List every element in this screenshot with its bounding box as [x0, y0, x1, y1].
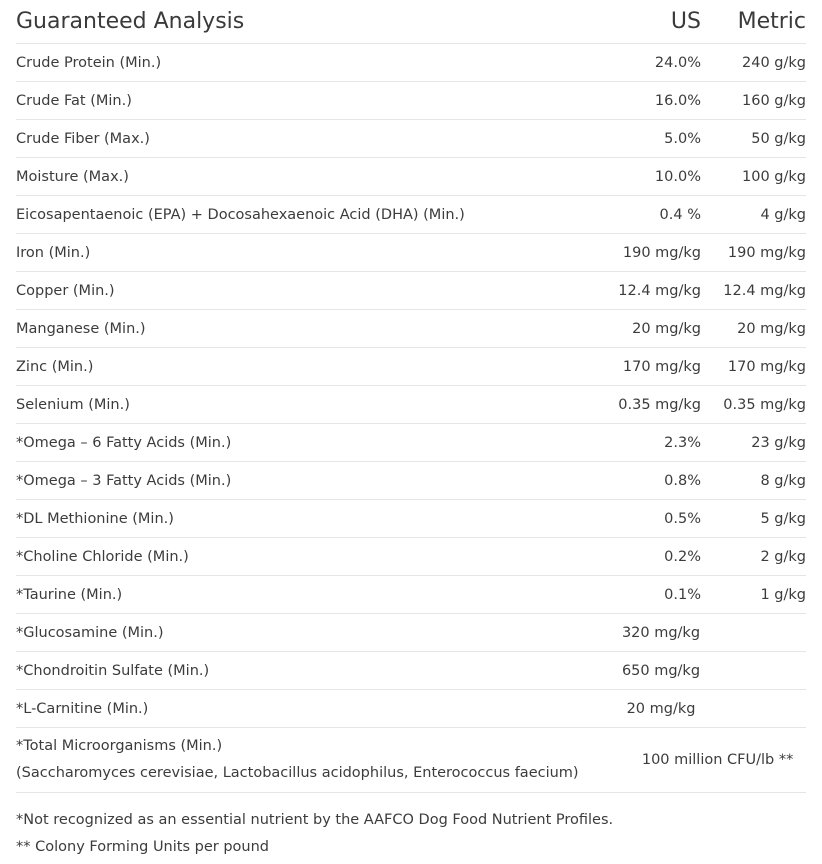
row-label-line1: *Total Microorganisms (Min.) [16, 738, 223, 754]
table-row-microorganisms [16, 728, 806, 793]
row-value-metric: 100 g/kg [742, 168, 806, 185]
row-value-metric: 5 g/kg [760, 510, 806, 527]
table-header [16, 0, 806, 44]
table-row [16, 652, 806, 690]
row-label: Iron (Min.) [16, 244, 91, 261]
footnote-cfu: ** Colony Forming Units per pound [16, 839, 269, 855]
row-value-us: 190 mg/kg [622, 244, 701, 261]
row-value-metric: 50 g/kg [751, 130, 806, 147]
row-value-metric: 2 g/kg [760, 548, 806, 565]
row-label: Eicosapentaenoic (EPA) + Docosahexaenoic Acid (DHA) (Min.) [16, 206, 465, 223]
table-row [16, 576, 806, 614]
row-value-metric: 0.35 mg/kg [723, 396, 806, 413]
row-value-us: 16.0% [654, 92, 701, 109]
row-label: *Chondroitin Sulfate (Min.) [16, 662, 210, 679]
row-value-cell [516, 701, 806, 717]
row-value-us: 0.2% [664, 548, 701, 565]
row-label: Crude Protein (Min.) [16, 54, 162, 71]
table-row [16, 424, 806, 462]
row-value-metric: 160 g/kg [742, 92, 806, 109]
row-value-us: 0.5% [664, 510, 701, 527]
row-value-cell [579, 752, 822, 768]
row-value-metric: 4 g/kg [760, 206, 806, 223]
row-value-us: 5.0% [664, 130, 701, 147]
table-row [16, 500, 806, 538]
row-label: *Choline Chloride (Min.) [16, 548, 189, 565]
row-value: 100 million CFU/lb ** [641, 752, 794, 768]
row-label: *Taurine (Min.) [16, 586, 123, 603]
row-value-cell [516, 625, 806, 641]
footnotes [16, 807, 806, 861]
table-row [16, 82, 806, 120]
row-label: *DL Methionine (Min.) [16, 510, 174, 527]
table-row [16, 690, 806, 728]
row-label: *L-Carnitine (Min.) [16, 700, 149, 717]
column-header-us: US [670, 9, 701, 34]
row-label: *Omega – 6 Fatty Acids (Min.) [16, 434, 232, 451]
table-row [16, 120, 806, 158]
row-value: 20 mg/kg [626, 700, 696, 717]
row-value-us: 20 mg/kg [632, 320, 701, 337]
table-title: Guaranteed Analysis [16, 9, 245, 34]
table-row [16, 196, 806, 234]
row-label: Copper (Min.) [16, 282, 115, 299]
row-label: Crude Fiber (Max.) [16, 130, 150, 147]
row-label: Crude Fat (Min.) [16, 92, 132, 109]
table-row [16, 44, 806, 82]
row-label-line2: (Saccharomyces cerevisiae, Lactobacillus acidophilus, Enterococcus faecium) [16, 765, 579, 781]
row-label [16, 733, 579, 787]
row-value-us: 10.0% [654, 168, 701, 185]
row-value-us: 2.3% [664, 434, 701, 451]
table-row [16, 234, 806, 272]
row-value-us: 12.4 mg/kg [618, 282, 701, 299]
row-value-us: 0.1% [664, 586, 701, 603]
row-value-metric: 1 g/kg [760, 586, 806, 603]
table-body [16, 44, 806, 728]
table-row [16, 614, 806, 652]
row-value-us: 170 mg/kg [622, 358, 701, 375]
row-value-us: 24.0% [654, 54, 701, 71]
row-value-us: 0.35 mg/kg [618, 396, 701, 413]
row-label: Moisture (Max.) [16, 168, 129, 185]
row-value-us: 0.8% [664, 472, 701, 489]
row-value-metric: 12.4 mg/kg [723, 282, 806, 299]
row-label: Selenium (Min.) [16, 396, 130, 413]
row-value: 320 mg/kg [621, 624, 701, 641]
row-value-metric: 23 g/kg [751, 434, 806, 451]
table-row [16, 386, 806, 424]
table-row [16, 348, 806, 386]
row-value-metric: 240 g/kg [742, 54, 806, 71]
row-value-metric: 170 mg/kg [727, 358, 806, 375]
table-row [16, 272, 806, 310]
row-label: Zinc (Min.) [16, 358, 94, 375]
row-value-us: 0.4 % [659, 206, 701, 223]
guaranteed-analysis-table [16, 0, 806, 861]
row-value-metric: 190 mg/kg [727, 244, 806, 261]
footnote-aafco: *Not recognized as an essential nutrient by the AAFCO Dog Food Nutrient Profiles. [16, 812, 614, 828]
column-header-metric: Metric [737, 9, 806, 34]
table-row [16, 538, 806, 576]
row-value-metric: 8 g/kg [760, 472, 806, 489]
row-value-cell [516, 663, 806, 679]
row-label: *Glucosamine (Min.) [16, 624, 164, 641]
table-row [16, 158, 806, 196]
table-row [16, 310, 806, 348]
row-label: Manganese (Min.) [16, 320, 146, 337]
row-label: *Omega – 3 Fatty Acids (Min.) [16, 472, 232, 489]
row-value-metric: 20 mg/kg [737, 320, 806, 337]
row-value: 650 mg/kg [621, 662, 701, 679]
table-row [16, 462, 806, 500]
